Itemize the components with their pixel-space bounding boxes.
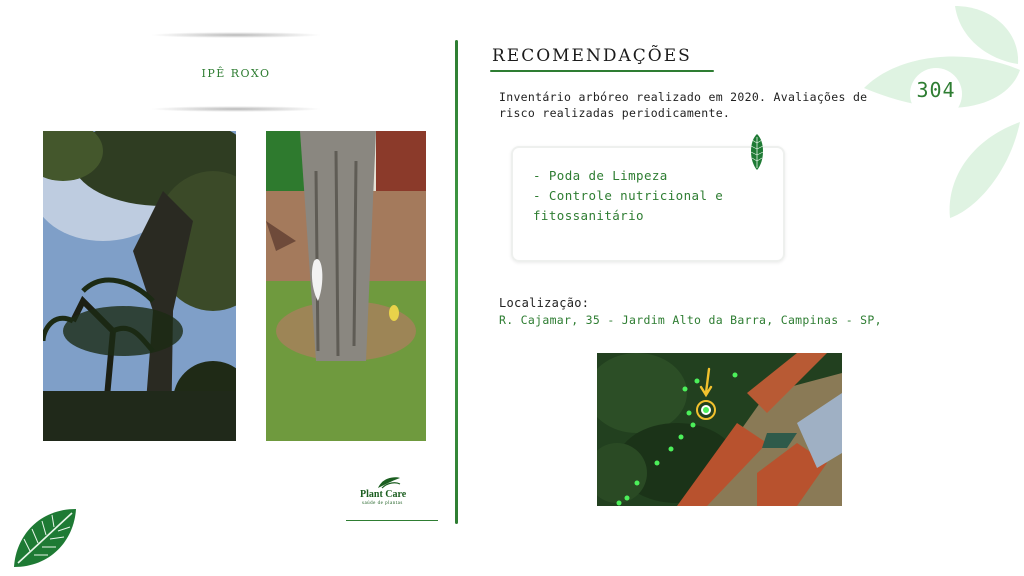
logo-leaf-icon xyxy=(376,476,402,490)
logo-name: Plant Care xyxy=(360,489,407,500)
logo-tagline: saúde de plantas xyxy=(362,501,403,506)
heading-underline xyxy=(490,70,714,72)
section-heading: RECOMENDAÇÕES xyxy=(492,46,692,66)
species-name: IPÊ ROXO xyxy=(201,67,271,80)
card-shadow-top xyxy=(150,32,322,38)
recommendations-box xyxy=(511,146,785,262)
location-label: Localização: xyxy=(499,296,590,310)
satellite-map-with-marker xyxy=(597,353,842,506)
pale-leaf-bottom xyxy=(950,122,1020,218)
recommendation-item: - Poda de Limpeza xyxy=(533,168,668,183)
location-address: R. Cajamar, 35 - Jardim Alto da Barra, Campinas - SP, xyxy=(499,313,882,327)
tree-canopy-photo xyxy=(43,131,236,441)
leaf-icon-bottom-left xyxy=(10,505,80,571)
inventory-note: Inventário arbóreo realizado em 2020. Avaliações de risco realizadas periodicamente. xyxy=(499,90,868,120)
species-title-card xyxy=(150,36,322,108)
recommendation-item: fitossanitário xyxy=(533,208,644,223)
plant-care-logo xyxy=(358,475,424,515)
page-number: 304 xyxy=(916,78,956,102)
logo-underline xyxy=(346,520,438,521)
recommendation-item: - Controle nutricional e xyxy=(533,188,724,203)
page-number-bubble xyxy=(910,68,962,120)
pale-leaf-top xyxy=(955,6,1018,64)
vertical-divider xyxy=(455,40,458,524)
card-shadow-bottom xyxy=(150,106,322,112)
tree-trunk-photo xyxy=(266,131,426,441)
leaf-icon-small xyxy=(748,133,766,171)
